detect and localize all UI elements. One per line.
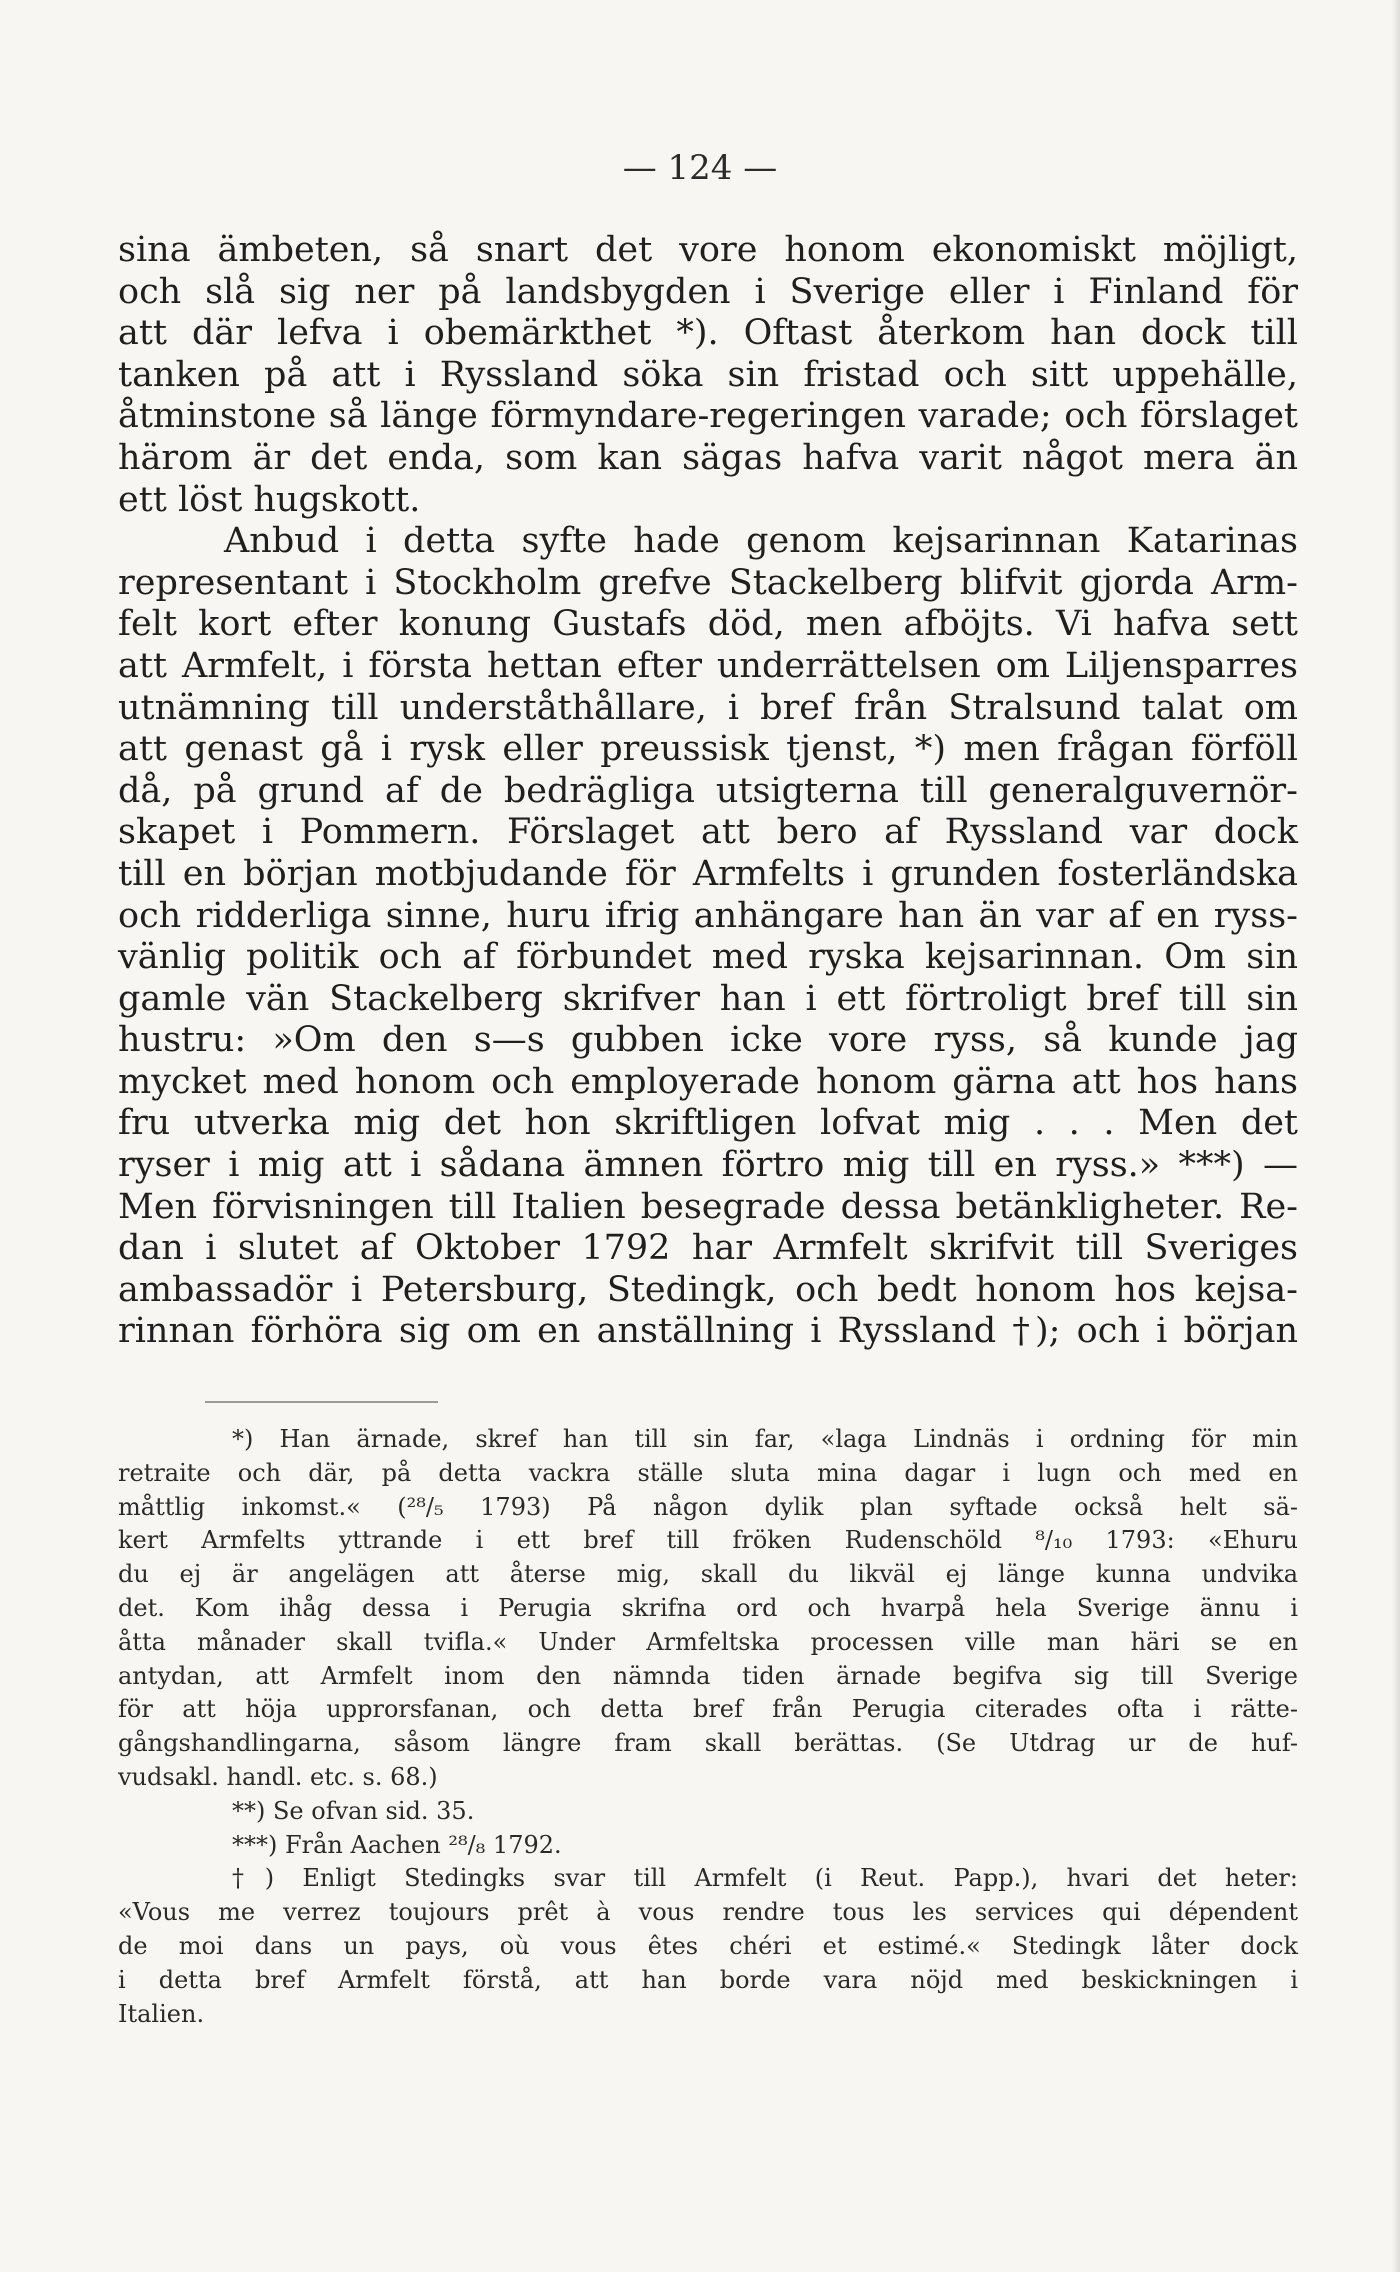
text-line: och slå sig ner på landsbygden i Sverige eller i Finland för bbox=[118, 271, 1298, 312]
text-line: ett löst hugskott. bbox=[118, 479, 421, 520]
text-line: ambassadör i Petersburg, Stedingk, och bedt honom hos kejsa- bbox=[118, 1269, 1298, 1310]
footnote-line: **) Se ofvan sid. 35. bbox=[232, 1796, 475, 1825]
footnote-line: vudsakl. handl. etc. s. 68.) bbox=[118, 1762, 438, 1791]
footnote-line: i detta bref Armfelt förstå, att han borde vara nöjd med beskickningen i bbox=[118, 1965, 1298, 1994]
text-line: att Armfelt, i första hettan efter underrättelsen om Liljensparres bbox=[118, 645, 1298, 686]
footnote-line: retraite och där, på detta vackra ställe sluta mina dagar i lugn och med en bbox=[118, 1458, 1298, 1487]
footnote-line: måttlig inkomst.« (²⁸/₅ 1793) På någon dylik plan syftade också helt sä- bbox=[118, 1492, 1298, 1521]
text-line: representant i Stockholm grefve Stackelberg blifvit gjorda Arm- bbox=[118, 562, 1298, 603]
footnote-line: kert Armfelts yttrande i ett bref till fröken Rudenschöld ⁸/₁₀ 1793: «Ehuru bbox=[118, 1526, 1298, 1555]
text-line: att där lefva i obemärkthet *). Oftast återkom han dock till bbox=[118, 313, 1298, 354]
footnotes bbox=[118, 1423, 1298, 2031]
footnote-line: det. Kom ihåg dessa i Perugia skrifna ord och hvarpå hela Sverige ännu i bbox=[118, 1593, 1298, 1622]
text-line: hustru: »Om den s—s gubben icke vore ryss, så kunde jag bbox=[118, 1020, 1298, 1061]
text-line: sina ämbeten, så snart det vore honom ekonomiskt möjligt, bbox=[118, 230, 1298, 270]
footnote-line: †) Enligt Stedingks svar till Armfelt (i Reut. Papp.), hvari det heter: bbox=[232, 1864, 1298, 1893]
text-line: Men förvisningen till Italien besegrade dessa betänkligheter. Re- bbox=[118, 1186, 1298, 1227]
text-line: skapet i Pommern. Förslaget att bero af Ryssland var dock bbox=[118, 812, 1298, 853]
text-line: härom är det enda, som kan sägas hafva varit något mera än bbox=[118, 437, 1298, 478]
main-text-body bbox=[118, 230, 1298, 1353]
footnote-line: åtta månader skall tvifla.« Under Armfeltska processen ville man häri se en bbox=[118, 1627, 1298, 1656]
footnote-line: du ej är angelägen att återse mig, skall du likväl ej länge kunna undvika bbox=[118, 1560, 1298, 1589]
footnote-line: för att höja upprorsfanan, och detta bref från Perugia citerades ofta i rätte- bbox=[118, 1695, 1298, 1724]
footnote-line: «Vous me verrez toujours prêt à vous rendre tous les services qui dépendent bbox=[118, 1898, 1298, 1927]
text-line: till en början motbjudande för Armfelts i grunden fosterländska bbox=[118, 853, 1298, 894]
footnote-line: ***) Från Aachen ²⁸/₈ 1792. bbox=[232, 1830, 562, 1859]
page-number: — 124 — bbox=[622, 148, 778, 188]
text-line: vänlig politik och af förbundet med ryska kejsarinnan. Om sin bbox=[118, 937, 1298, 978]
text-line: då, på grund af de bedrägliga utsigterna till generalguvernör- bbox=[118, 770, 1298, 811]
text-line: att genast gå i rysk eller preussisk tjenst, *) men frågan förföll bbox=[118, 729, 1298, 770]
footnote-line: antydan, att Armfelt inom den nämnda tiden ärnade begifva sig till Sverige bbox=[118, 1661, 1298, 1690]
footnote-line: Italien. bbox=[118, 1999, 205, 2028]
footnote-line: de moi dans un pays, où vous êtes chéri et estimé.« Stedingk låter dock bbox=[118, 1931, 1298, 1960]
text-line: mycket med honom och employerade honom gärna att hos hans bbox=[118, 1061, 1298, 1102]
text-line: och ridderliga sinne, huru ifrig anhängare han än var af en ryss- bbox=[118, 895, 1298, 936]
text-line: åtminstone så länge förmyndare-regeringen varade; och förslaget bbox=[118, 396, 1298, 437]
text-line: ryser i mig att i sådana ämnen förtro mig till en ryss.» ***) — bbox=[118, 1145, 1298, 1186]
text-line: rinnan förhöra sig om en anställning i Ryssland †); och i början bbox=[118, 1311, 1298, 1352]
footnote-divider bbox=[205, 1401, 438, 1403]
footnote-line: *) Han ärnade, skref han till sin far, «laga Lindnäs i ordning för min bbox=[232, 1425, 1298, 1453]
text-line: tanken på att i Ryssland söka sin fristad och sitt uppehälle, bbox=[118, 354, 1298, 395]
text-line: utnämning till underståthållare, i bref från Stralsund talat om bbox=[118, 687, 1298, 728]
footnote-line: gångshandlingarna, såsom längre fram skall berättas. (Se Utdrag ur de huf- bbox=[118, 1729, 1298, 1758]
text-line: felt kort efter konung Gustafs död, men afböjts. Vi hafva sett bbox=[118, 604, 1298, 645]
page-edge-shadow bbox=[1392, 0, 1400, 2272]
text-line: fru utverka mig det hon skriftligen lofvat mig . . . Men det bbox=[118, 1103, 1298, 1144]
text-line: Anbud i detta syfte hade genom kejsarinnan Katarinas bbox=[224, 521, 1298, 562]
text-line: dan i slutet af Oktober 1792 har Armfelt skrifvit till Sveriges bbox=[118, 1228, 1298, 1269]
text-line: gamle vän Stackelberg skrifver han i ett förtroligt bref till sin bbox=[118, 978, 1298, 1019]
